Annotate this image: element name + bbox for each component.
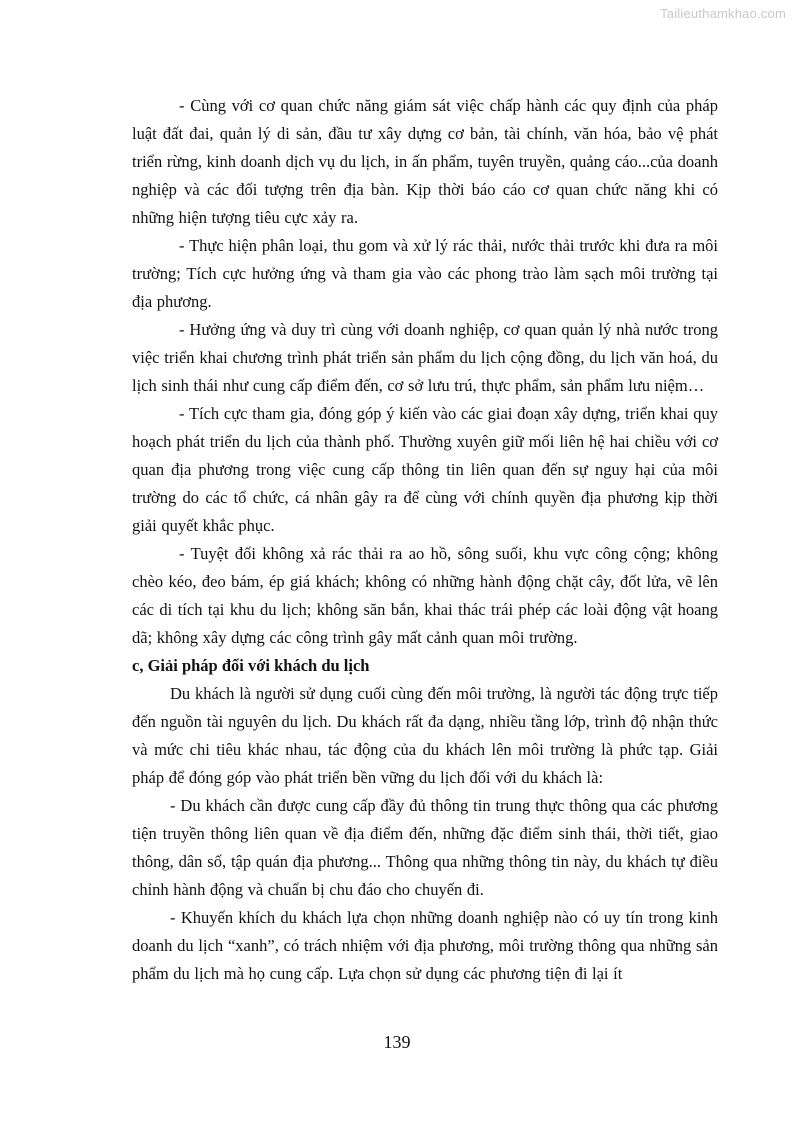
document-body <box>132 92 718 988</box>
paragraph-oversight: - Cùng với cơ quan chức năng giám sát việc chấp hành các quy định của pháp luật đất đai, quản lý di sản, đầu tư xây dựng cơ bản, tài chính, văn hóa, bảo vệ phát triển rừng, kinh doanh dịch vụ du lịch, in ấn phẩm, tuyên truyền, quảng cáo...của doanh nghiệp và các đối tượng trên địa bàn. Kịp thời báo cáo cơ quan chức năng khi có những hiện tượng tiêu cực xảy ra. <box>132 96 718 227</box>
watermark: Tailieuthamkhao.com <box>660 6 786 21</box>
paragraph-community-tourism: - Hưởng ứng và duy trì cùng với doanh nghiệp, cơ quan quản lý nhà nước trong việc triển khai chương trình phát triển sản phẩm du lịch cộng đồng, du lịch văn hoá, du lịch sinh thái như cung cấp điểm đến, cơ sở lưu trú, thực phẩm, sản phẩm lưu niệm… <box>132 320 718 395</box>
page-number: 139 <box>383 1032 411 1052</box>
paragraph-tourist-intro: Du khách là người sử dụng cuối cùng đến môi trường, là người tác động trực tiếp đến nguồn tài nguyên du lịch. Du khách rất đa dạng, nhiều tầng lớp, trình độ nhận thức và mức chi tiêu khác nhau, tác động của du khách lên môi trường là phức tạp. Giải pháp để đóng góp vào phát triển bền vững du lịch đối với du khách là: <box>132 684 718 787</box>
paragraph-planning-participation: - Tích cực tham gia, đóng góp ý kiến vào các giai đoạn xây dựng, triển khai quy hoạch phát triển du lịch của thành phố. Thường xuyên giữ mối liên hệ hai chiều với cơ quan địa phương trong việc cung cấp thông tin liên quan đến sự nguy hại của môi trường do các tổ chức, cá nhân gây ra để cùng với chính quyền địa phương kịp thời giải quyết khắc phục. <box>132 404 718 535</box>
paragraph-green-business: - Khuyến khích du khách lựa chọn những doanh nghiệp nào có uy tín trong kinh doanh du lịch “xanh”, có trách nhiệm với địa phương, môi trường thông qua những sản phẩm du lịch mà họ cung cấp. Lựa chọn sử dụng các phương tiện đi lại ít <box>132 908 718 983</box>
paragraph-tourist-information: - Du khách cần được cung cấp đầy đủ thông tin trung thực thông qua các phương tiện truyền thông liên quan về địa điểm đến, những đặc điểm sinh thái, thời tiết, giao thông, dân số, tập quán địa phương... Thông qua những thông tin này, du khách tự điều chỉnh hành động và chuẩn bị chu đáo cho chuyến đi. <box>132 796 718 899</box>
paragraph-waste-treatment: - Thực hiện phân loại, thu gom và xử lý rác thải, nước thải trước khi đưa ra môi trường; Tích cực hưởng ứng và tham gia vào các phong trào làm sạch môi trường tại địa phương. <box>132 236 718 311</box>
paragraph-prohibitions: - Tuyệt đối không xả rác thải ra ao hồ, sông suối, khu vực công cộng; không chèo kéo, đeo bám, ép giá khách; không có những hành động chặt cây, đốt lửa, vẽ lên các di tích tại khu du lịch; không săn bắn, khai thác trái phép các loài động vật hoang dã; không xây dựng các công trình gây mất cảnh quan môi trường. <box>132 544 718 647</box>
section-heading: c, Giải pháp đối với khách du lịch <box>132 656 370 675</box>
